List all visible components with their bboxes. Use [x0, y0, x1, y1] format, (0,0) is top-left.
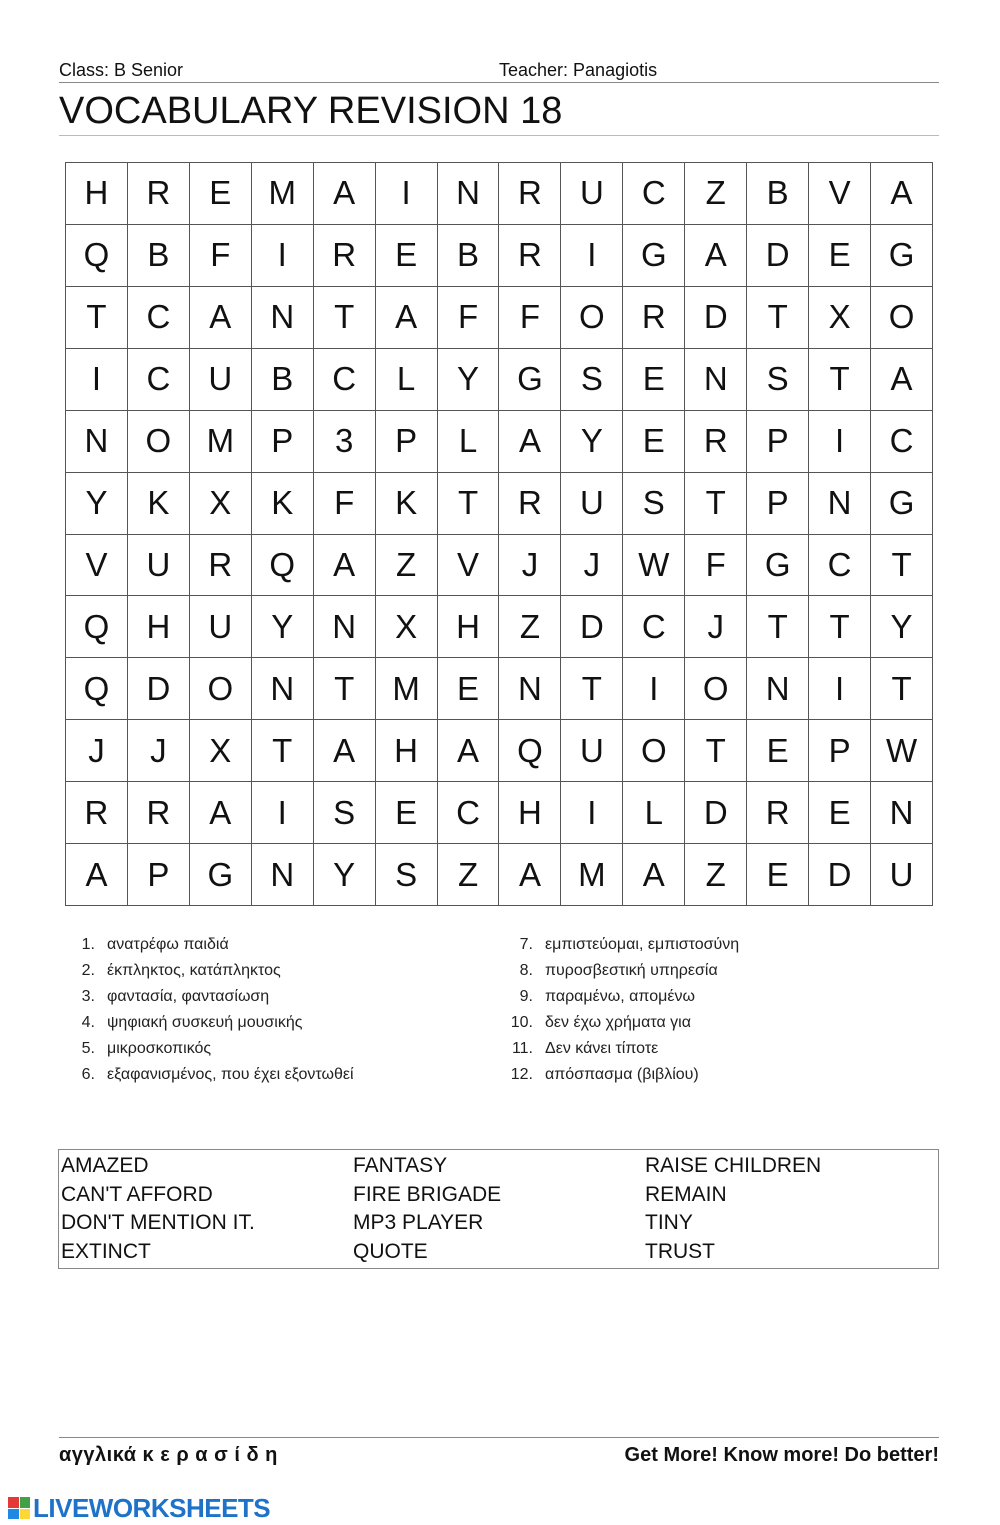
grid-cell[interactable]: Q	[252, 535, 314, 597]
grid-cell[interactable]: N	[685, 349, 747, 411]
class-label: Class: B Senior	[59, 60, 184, 80]
grid-cell[interactable]: T	[871, 535, 933, 597]
grid-cell[interactable]: P	[747, 411, 809, 473]
clue-item	[498, 1064, 938, 1090]
grid-cell[interactable]: I	[252, 782, 314, 844]
grid-cell[interactable]: A	[314, 720, 376, 782]
grid-cell[interactable]: R	[685, 411, 747, 473]
grid-cell[interactable]: T	[314, 287, 376, 349]
grid-cell[interactable]: R	[128, 163, 190, 225]
grid-cell[interactable]: D	[747, 225, 809, 287]
clue-item	[498, 934, 938, 960]
word-bank-item: MP3 PLAYER	[353, 1211, 484, 1234]
grid-cell[interactable]: G	[499, 349, 561, 411]
grid-cell[interactable]: U	[561, 163, 623, 225]
logo-square	[20, 1509, 31, 1520]
grid-cell[interactable]: T	[809, 596, 871, 658]
grid-cell[interactable]: T	[747, 287, 809, 349]
word-bank-item: REMAIN	[645, 1182, 727, 1206]
grid-cell[interactable]: D	[128, 658, 190, 720]
grid-cell[interactable]: A	[871, 349, 933, 411]
clue-number: 11.	[511, 1040, 533, 1057]
grid-cell[interactable]: T	[685, 473, 747, 535]
grid-cell[interactable]: M	[252, 163, 314, 225]
clue-number: 10.	[510, 1014, 533, 1031]
teacher-label: Teacher: Panagiotis	[499, 60, 658, 80]
grid-cell[interactable]: S	[561, 349, 623, 411]
clue-text: μικροσκοπικός	[107, 1040, 212, 1057]
grid-cell[interactable]: B	[252, 349, 314, 411]
clue-text: Δεν κάνει τίποτε	[545, 1040, 659, 1057]
grid-cell[interactable]: D	[685, 287, 747, 349]
grid-cell[interactable]: C	[623, 596, 685, 658]
grid-cell[interactable]: U	[190, 596, 252, 658]
grid-cell[interactable]: T	[438, 473, 500, 535]
grid-cell[interactable]: T	[66, 287, 128, 349]
grid-cell[interactable]: J	[128, 720, 190, 782]
clue-number: 7.	[519, 936, 533, 953]
grid-cell[interactable]: L	[438, 411, 500, 473]
grid-cell[interactable]: Q	[66, 225, 128, 287]
grid-cell[interactable]: A	[314, 535, 376, 597]
grid-cell[interactable]: J	[499, 535, 561, 597]
grid-cell[interactable]: E	[809, 225, 871, 287]
liveworksheets-brand[interactable]	[8, 1494, 270, 1522]
word-bank-item: TINY	[645, 1211, 693, 1234]
grid-cell[interactable]: I	[561, 225, 623, 287]
grid-cell[interactable]: B	[438, 225, 500, 287]
grid-cell[interactable]: R	[314, 225, 376, 287]
grid-cell[interactable]: B	[128, 225, 190, 287]
grid-cell[interactable]: E	[376, 782, 438, 844]
grid-cell[interactable]: N	[252, 287, 314, 349]
clue-text: ανατρέφω παιδιά	[107, 936, 229, 953]
word-bank-item: DON'T MENTION IT.	[61, 1211, 255, 1234]
clue-text: ψηφιακή συσκευή μουσικής	[107, 1014, 303, 1031]
grid-cell[interactable]: R	[66, 782, 128, 844]
grid-cell[interactable]: B	[747, 163, 809, 225]
grid-cell[interactable]: L	[376, 349, 438, 411]
grid-cell[interactable]: E	[623, 411, 685, 473]
clue-number: 1.	[81, 936, 95, 953]
clue-text: πυροσβεστική υπηρεσία	[545, 962, 718, 979]
grid-cell[interactable]: I	[809, 411, 871, 473]
grid-cell[interactable]: Z	[438, 844, 500, 906]
grid-cell[interactable]: C	[128, 349, 190, 411]
grid-cell[interactable]: M	[561, 844, 623, 906]
clue-number: 5.	[81, 1040, 95, 1057]
grid-cell[interactable]: E	[438, 658, 500, 720]
grid-cell[interactable]: E	[747, 720, 809, 782]
grid-cell[interactable]: Y	[314, 844, 376, 906]
clue-number: 8.	[519, 962, 533, 979]
word-bank-item: FIRE BRIGADE	[353, 1182, 502, 1206]
grid-cell[interactable]: D	[685, 782, 747, 844]
page-title: VOCABULARY REVISION 18	[59, 87, 939, 136]
grid-cell[interactable]: F	[499, 287, 561, 349]
grid-cell[interactable]: C	[809, 535, 871, 597]
clue-item	[498, 960, 938, 986]
grid-cell[interactable]: V	[66, 535, 128, 597]
word-search-grid[interactable]	[65, 162, 933, 906]
grid-cell[interactable]: G	[190, 844, 252, 906]
grid-cell[interactable]: 3	[314, 411, 376, 473]
grid-cell[interactable]: A	[376, 287, 438, 349]
clue-number: 3.	[81, 988, 95, 1005]
grid-cell[interactable]: A	[190, 287, 252, 349]
clue-number: 9.	[519, 988, 533, 1005]
grid-cell[interactable]: G	[871, 473, 933, 535]
grid-cell[interactable]: N	[252, 844, 314, 906]
grid-cell[interactable]: N	[499, 658, 561, 720]
grid-cell[interactable]: S	[623, 473, 685, 535]
grid-cell[interactable]: Z	[376, 535, 438, 597]
grid-cell[interactable]: C	[128, 287, 190, 349]
grid-cell[interactable]: R	[499, 225, 561, 287]
clue-text: παραμένω, απομένω	[545, 988, 695, 1005]
grid-cell[interactable]: A	[314, 163, 376, 225]
grid-cell[interactable]: I	[376, 163, 438, 225]
clue-item	[60, 1064, 480, 1090]
word-bank	[58, 1149, 939, 1269]
grid-cell[interactable]: O	[561, 287, 623, 349]
grid-cell[interactable]: N	[871, 782, 933, 844]
grid-cell[interactable]: N	[747, 658, 809, 720]
grid-cell[interactable]: A	[66, 844, 128, 906]
grid-cell[interactable]: X	[190, 473, 252, 535]
grid-cell[interactable]: G	[623, 225, 685, 287]
grid-cell[interactable]: Y	[66, 473, 128, 535]
grid-cell[interactable]: I	[623, 658, 685, 720]
grid-cell[interactable]: M	[376, 658, 438, 720]
grid-cell[interactable]: X	[190, 720, 252, 782]
grid-cell[interactable]: C	[871, 411, 933, 473]
clue-text: δεν έχω χρήματα για	[545, 1014, 691, 1031]
grid-cell[interactable]: G	[747, 535, 809, 597]
clue-list-right	[498, 934, 938, 1090]
grid-cell[interactable]: W	[871, 720, 933, 782]
grid-cell[interactable]: Y	[438, 349, 500, 411]
grid-cell[interactable]: T	[747, 596, 809, 658]
grid-cell[interactable]: O	[190, 658, 252, 720]
grid-cell[interactable]: R	[747, 782, 809, 844]
grid-cell[interactable]: C	[314, 349, 376, 411]
grid-cell[interactable]: A	[499, 844, 561, 906]
clue-item	[498, 1012, 938, 1038]
footer-right-text: Get More! Know more! Do better!	[624, 1444, 939, 1466]
grid-cell[interactable]: U	[128, 535, 190, 597]
grid-cell[interactable]: N	[809, 473, 871, 535]
grid-cell[interactable]: E	[623, 349, 685, 411]
grid-cell[interactable]: R	[623, 287, 685, 349]
grid-cell[interactable]: R	[499, 473, 561, 535]
grid-cell[interactable]: S	[376, 844, 438, 906]
grid-cell[interactable]: S	[747, 349, 809, 411]
grid-cell[interactable]: D	[561, 596, 623, 658]
grid-cell[interactable]: V	[438, 535, 500, 597]
clue-list-left	[60, 934, 480, 1090]
word-bank-item: CAN'T AFFORD	[61, 1182, 213, 1206]
grid-cell[interactable]: K	[128, 473, 190, 535]
grid-cell[interactable]: I	[66, 349, 128, 411]
clue-text: φαντασία, φαντασίωση	[107, 988, 270, 1005]
grid-cell[interactable]: H	[438, 596, 500, 658]
grid-cell[interactable]: R	[190, 535, 252, 597]
grid-cell[interactable]: A	[685, 225, 747, 287]
grid-cell[interactable]: Q	[499, 720, 561, 782]
grid-cell[interactable]: K	[376, 473, 438, 535]
grid-cell[interactable]: A	[499, 411, 561, 473]
footer	[59, 1437, 939, 1472]
clue-number: 12.	[510, 1066, 533, 1083]
brand-name: LIVEWORKSHEETS	[33, 1492, 271, 1523]
grid-cell[interactable]: D	[809, 844, 871, 906]
grid-cell[interactable]: I	[809, 658, 871, 720]
grid-cell[interactable]: P	[747, 473, 809, 535]
grid-cell[interactable]: H	[66, 163, 128, 225]
grid-cell[interactable]: F	[190, 225, 252, 287]
clue-item	[60, 934, 480, 960]
grid-cell[interactable]: O	[685, 658, 747, 720]
grid-cell[interactable]: Y	[252, 596, 314, 658]
grid-cell[interactable]: K	[252, 473, 314, 535]
grid-cell[interactable]: Y	[561, 411, 623, 473]
clue-text: εξαφανισμένος, που έχει εξοντωθεί	[107, 1066, 354, 1083]
grid-cell[interactable]: N	[252, 658, 314, 720]
clue-text: απόσπασμα (βιβλίου)	[545, 1066, 699, 1083]
grid-cell[interactable]: X	[809, 287, 871, 349]
grid-cell[interactable]: P	[252, 411, 314, 473]
grid-cell[interactable]: S	[314, 782, 376, 844]
grid-cell[interactable]: R	[128, 782, 190, 844]
grid-cell[interactable]: M	[190, 411, 252, 473]
clue-item	[60, 1038, 480, 1064]
clue-item	[60, 960, 480, 986]
grid-cell[interactable]: Q	[66, 658, 128, 720]
grid-cell[interactable]: U	[561, 473, 623, 535]
footer-left-text: αγγλικά κ ε ρ α σ ί δ η	[59, 1444, 278, 1466]
grid-cell[interactable]: E	[747, 844, 809, 906]
grid-cell[interactable]: T	[809, 349, 871, 411]
grid-cell[interactable]: Q	[66, 596, 128, 658]
word-bank-column	[353, 1152, 501, 1266]
grid-cell[interactable]: V	[809, 163, 871, 225]
grid-cell[interactable]: H	[128, 596, 190, 658]
grid-cell[interactable]: T	[252, 720, 314, 782]
grid-cell[interactable]: N	[438, 163, 500, 225]
grid-cell[interactable]: E	[376, 225, 438, 287]
grid-cell[interactable]: F	[314, 473, 376, 535]
grid-cell[interactable]: P	[809, 720, 871, 782]
clue-number: 2.	[81, 962, 95, 979]
clue-number: 4.	[81, 1014, 95, 1031]
word-bank-item: AMAZED	[61, 1154, 149, 1177]
grid-cell[interactable]: O	[623, 720, 685, 782]
clue-item	[498, 986, 938, 1012]
grid-cell[interactable]: U	[871, 844, 933, 906]
grid-cell[interactable]: O	[128, 411, 190, 473]
clue-item	[498, 1038, 938, 1064]
grid-cell[interactable]: J	[685, 596, 747, 658]
grid-cell[interactable]: H	[499, 782, 561, 844]
grid-cell[interactable]: P	[128, 844, 190, 906]
grid-cell[interactable]: Z	[685, 163, 747, 225]
grid-cell[interactable]: J	[66, 720, 128, 782]
grid-cell[interactable]: I	[561, 782, 623, 844]
grid-cell[interactable]: T	[685, 720, 747, 782]
word-bank-item: EXTINCT	[61, 1239, 151, 1263]
logo-square	[20, 1497, 31, 1508]
clue-item	[60, 986, 480, 1012]
word-bank-column	[61, 1152, 255, 1266]
grid-cell[interactable]: U	[561, 720, 623, 782]
grid-cell[interactable]: A	[871, 163, 933, 225]
grid-cell[interactable]: Z	[499, 596, 561, 658]
logo-square	[8, 1509, 19, 1520]
header-row	[59, 58, 939, 83]
grid-cell[interactable]: J	[561, 535, 623, 597]
grid-cell[interactable]: Y	[871, 596, 933, 658]
liveworksheets-logo-icon	[8, 1497, 30, 1519]
grid-cell[interactable]: A	[190, 782, 252, 844]
word-bank-item: FANTASY	[353, 1154, 448, 1177]
grid-cell[interactable]: L	[623, 782, 685, 844]
word-bank-item: QUOTE	[353, 1239, 428, 1263]
grid-cell[interactable]: G	[871, 225, 933, 287]
grid-cell[interactable]: N	[66, 411, 128, 473]
grid-cell[interactable]: I	[252, 225, 314, 287]
word-bank-item: RAISE CHILDREN	[645, 1154, 822, 1177]
grid-cell[interactable]: H	[376, 720, 438, 782]
grid-cell[interactable]: C	[623, 163, 685, 225]
clue-text: έκπληκτος, κατάπληκτος	[107, 962, 281, 979]
word-bank-column	[645, 1152, 821, 1266]
logo-square	[8, 1497, 19, 1508]
clue-number: 6.	[81, 1066, 95, 1083]
clue-item	[60, 1012, 480, 1038]
word-bank-item: TRUST	[645, 1239, 715, 1263]
grid-cell[interactable]: E	[190, 163, 252, 225]
grid-cell[interactable]: R	[499, 163, 561, 225]
grid-cell[interactable]: A	[623, 844, 685, 906]
grid-cell[interactable]: F	[685, 535, 747, 597]
grid-cell[interactable]: F	[438, 287, 500, 349]
grid-cell[interactable]: C	[438, 782, 500, 844]
grid-cell[interactable]: W	[623, 535, 685, 597]
grid-cell[interactable]: T	[561, 658, 623, 720]
grid-cell[interactable]: X	[376, 596, 438, 658]
grid-cell[interactable]: A	[438, 720, 500, 782]
grid-cell[interactable]: T	[314, 658, 376, 720]
grid-cell[interactable]: O	[871, 287, 933, 349]
grid-cell[interactable]: U	[190, 349, 252, 411]
grid-cell[interactable]: T	[871, 658, 933, 720]
clue-text: εμπιστεύομαι, εμπιστοσύνη	[545, 936, 740, 953]
grid-cell[interactable]: E	[809, 782, 871, 844]
grid-cell[interactable]: Z	[685, 844, 747, 906]
grid-cell[interactable]: P	[376, 411, 438, 473]
grid-cell[interactable]: N	[314, 596, 376, 658]
